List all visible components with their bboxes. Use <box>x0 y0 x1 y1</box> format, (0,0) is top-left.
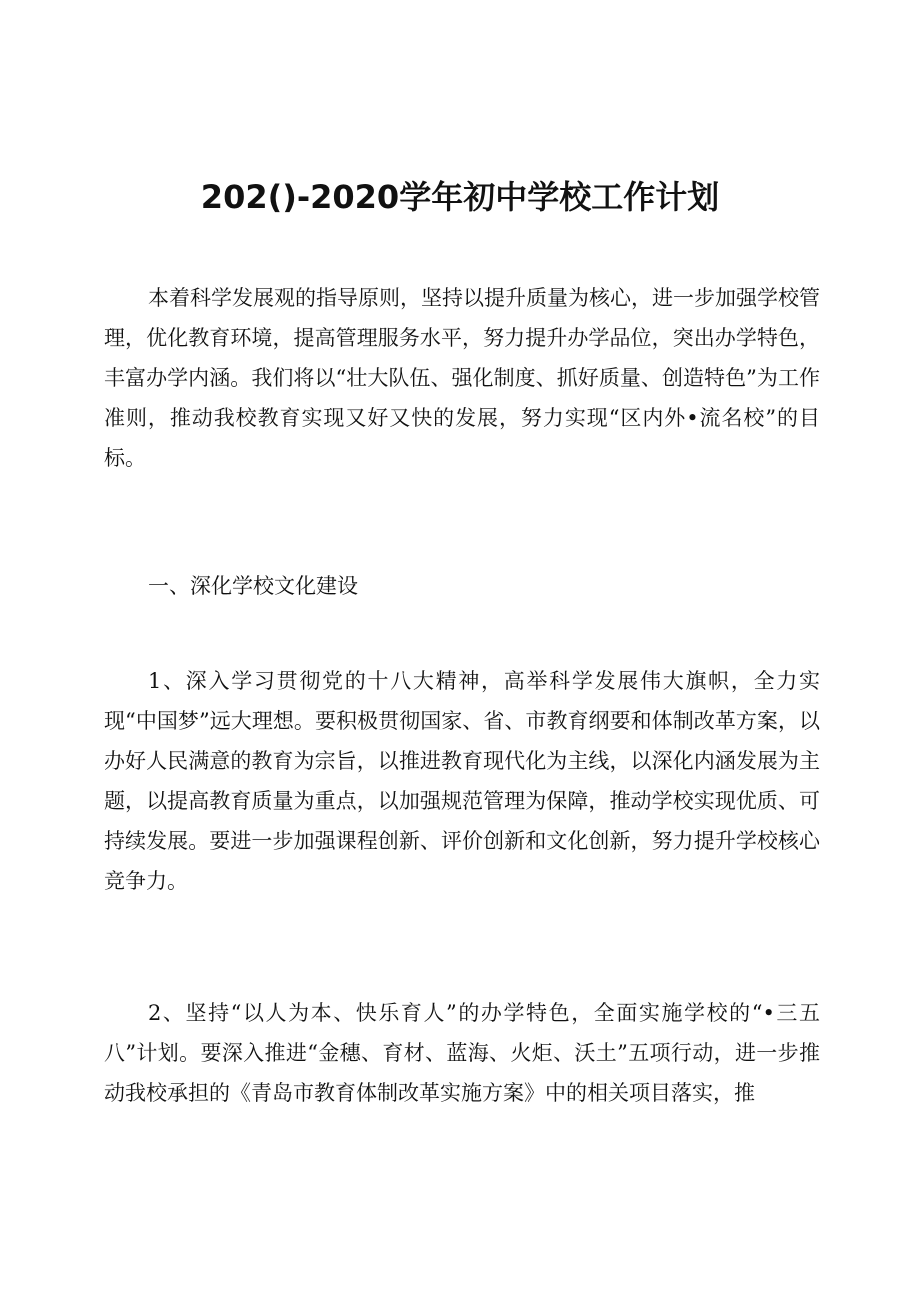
document-title: 202()-2020学年初中学校工作计划 <box>200 178 720 216</box>
section-heading: 一、深化学校文化建设 <box>148 574 358 598</box>
list-item-1-paragraph: 1、深入学习贯彻党的十八大精神，高举科学发展伟大旗帜，全力实现“中国梦”远大理想。要积极贯彻国家、省、市教育纲要和体制改革方案，以办好人民满意的教育为宗旨，以推进教育现代化为主线，以深化内涵发展为主题，以提高教育质量为重点，以加强规范管理为保障，推动学校实现优质、可持续发展。要进一步加强课程创新、评价创新和文化创新，努力提升学校核心竞争力。 <box>104 669 820 893</box>
intro-paragraph: 本着科学发展观的指导原则，坚持以提升质量为核心，进一步加强学校管理，优化教育环境，提高管理服务水平，努力提升办学品位，突出办学特色，丰富办学内涵。我们将以“壮大队伍、强化制度、抓好质量、创造特色”为工作准则，推动我校教育实现又好又快的发展，努力实现“区内外•流名校”的目标。 <box>104 286 820 470</box>
list-item-2-paragraph: 2、坚持“以人为本、快乐育人”的办学特色，全面实施学校的“•三五八”计划。要深入推进“金穗、育材、蓝海、火炬、沃土”五项行动，进一步推动我校承担的《青岛市教育体制改革实施方案》中的相关项目落实，推 <box>104 1001 820 1105</box>
